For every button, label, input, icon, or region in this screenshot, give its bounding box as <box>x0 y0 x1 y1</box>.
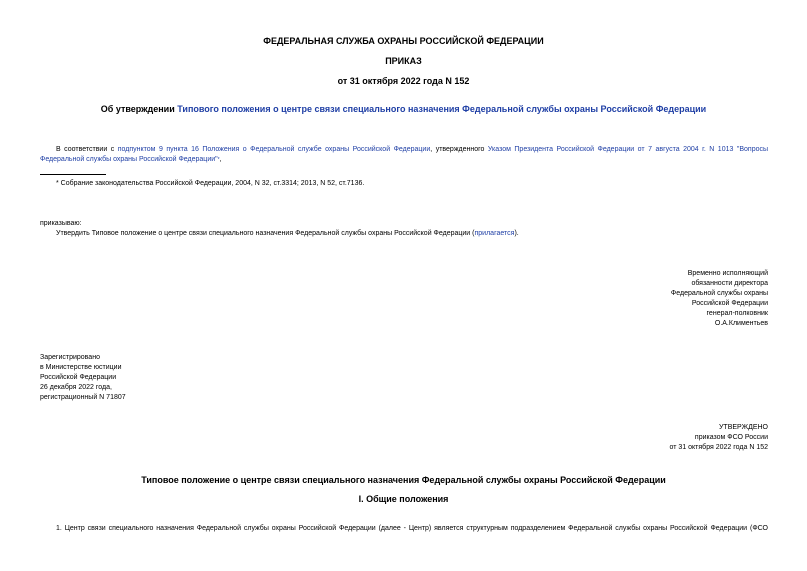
preamble-line-2 <box>40 155 222 165</box>
approval-line: приказом ФСО России <box>694 434 768 441</box>
preamble-text: , <box>219 156 222 163</box>
order-text-main: Утвердить Типовое положение о центре связи специального назначения Федеральной службы охраны Российской Федерации ( <box>56 230 475 237</box>
signature-block <box>568 269 768 329</box>
registration-line: 26 декабря 2022 года, <box>40 384 112 391</box>
approval-line: от 31 октября 2022 года N 152 <box>669 444 768 451</box>
order-text-end: ). <box>514 230 519 237</box>
regulation-title: Типовое положение о центре связи специального назначения Федеральной службы охраны Российской Федерации <box>141 475 666 485</box>
order-link-attached[interactable]: прилагается <box>474 230 515 237</box>
signature-line: Российской Федерации <box>691 300 768 307</box>
doc-title-link[interactable]: Типового положения о центре связи специального назначения Федеральной службы охраны Российской Федерации <box>177 104 707 114</box>
preamble-link-decree[interactable]: Указом Президента Российской Федерации от 7 августа 2004 г. N 1013 "Вопросы <box>487 146 769 153</box>
signature-line: обязанности директора <box>691 280 768 287</box>
doc-type-heading: ПРИКАЗ <box>385 56 422 66</box>
registration-line: регистрационный N 71807 <box>40 394 126 401</box>
doc-title <box>0 104 807 114</box>
section-heading: I. Общие положения <box>358 494 449 504</box>
signature-line: Федеральной службы охраны <box>670 290 768 297</box>
doc-date-number: от 31 октября 2022 года N 152 <box>337 76 470 86</box>
registration-line: в Министерстве юстиции <box>40 364 122 371</box>
preamble-text: В соответствии с <box>56 146 118 153</box>
doc-title-prefix: Об утверждении <box>100 104 178 114</box>
regulation-item-1: 1. Центр связи специального назначения Федеральной службы охраны Российской Федерации (далее - Центр) является структурным подразделением Федеральной службы охраны Российской Федерации (ФСО <box>56 525 768 532</box>
footnote-ref[interactable]: * <box>217 157 220 163</box>
agency-heading: ФЕДЕРАЛЬНАЯ СЛУЖБА ОХРАНЫ РОССИЙСКОЙ ФЕДЕРАЦИИ <box>263 36 544 46</box>
preamble-link-regulation[interactable]: подпунктом 9 пункта 16 Положения о Федеральной службе охраны Российской Федерации <box>117 146 431 153</box>
signature-name: О.А.Климентьев <box>714 320 768 327</box>
registration-line: Зарегистрировано <box>40 354 100 361</box>
footnote-separator <box>40 174 106 175</box>
signature-line: Временно исполняющий <box>687 270 768 277</box>
footnote-text: * Собрание законодательства Российской Федерации, 2004, N 32, ст.3314; 2013, N 52, ст.7136. <box>56 180 365 187</box>
preamble-line-1 <box>56 145 768 155</box>
preamble-link-decree-cont[interactable]: Федеральной службы охраны Российской Федерации" <box>40 156 218 163</box>
order-text <box>56 229 519 239</box>
signature-line: генерал-полковник <box>706 310 768 317</box>
preamble-text: , утвержденного <box>430 146 488 153</box>
approval-line: УТВЕРЖДЕНО <box>718 424 768 431</box>
registration-line: Российской Федерации <box>40 374 117 381</box>
approval-block <box>568 423 768 453</box>
registration-block <box>40 353 240 403</box>
order-command: приказываю: <box>40 220 82 227</box>
